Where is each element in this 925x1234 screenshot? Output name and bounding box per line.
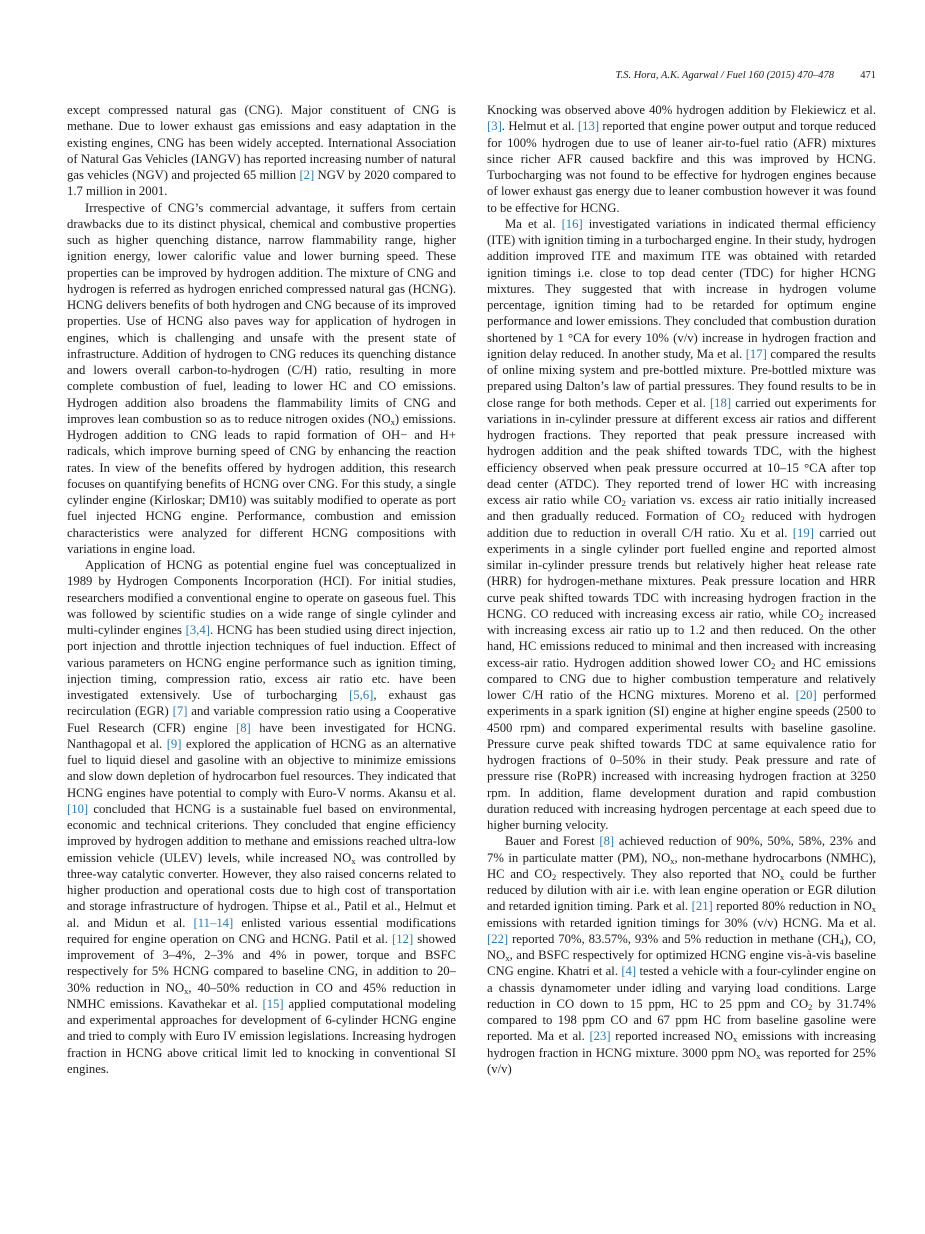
paragraph: Application of HCNG as potential engine fuel was conceptualized in 1989 by Hydrogen Components Incorporation (HCI). For initial studies, researchers modified a conventional engine to operate on gaseous fuel. This was followed by scientific studies on a wide range of single cylinder and multi-cylinder engines [3,4]. HCNG has been studied using direct injection, port injection and throttle injection techniques of fuel induction. Effect of various parameters on HCNG engine performance such as ignition timing, injection timing, compression ratio, excess air ratio etc. have been investigated extensively. Use of turbocharging [5,6], exhaust gas recirculation (EGR) [7] and variable compression ratio using a Cooperative Fuel Research (CFR) engine [8] have been investigated for HCNG. Nanthagopal et al. [9] explored the application of HCNG as an alternative fuel to liquid diesel and gasoline with an objective to minimize emissions and slow down depletion of hydrocarbon fuel resources. They indicated that HCNG engines have potential to comply with Euro-V norms. Akansu et al. [10] concluded that HCNG is a sustainable fuel based on environmental, economic and technical criterions. They concluded that engine efficiency improved by hydrogen addition to methane and emissions reached ultra-low emission vehicle (ULEV) levels, while increased $NO_x$ was controlled by three-way catalytic converter. However, they also raised concerns related to higher production and operational costs due to high cost of transportation and storage infrastructure of hydrogen. Thipse et al., Patil et al., Helmut et al. and Midun et al. [11–14] enlisted various essential modifications required for engine operation on CNG and HCNG. Patil et al. [12] showed improvement of 3–4%, 2–3% and 4% in power, torque and BSFC respectively for 5% HCNG compared to baseline CNG, in addition to 20–30% reduction in $NO_x$, 40–50% reduction in CO and 45% reduction in NMHC emissions. Kavathekar et al. [15] applied computational modeling and experimental approaches for development of 6-cylinder HCNG engine and tried to comply with Euro IV emission legislations. Increasing hydrogen fraction in HCNG above critical limit led to knocking in conventional SI engines.	[67, 558, 457, 1076]
citation-link[interactable]: [12]	[392, 931, 414, 946]
paragraph: Ma et al. [16] investigated variations in indicated thermal efficiency (ITE) with ignition timing in a turbocharged engine. In their study, hydrogen addition improved ITE and maximum ITE was obtained with retarded ignition timings i.e. close to top dead center (TDC) for higher HCNG mixtures. They suggested that with increase in hydrogen volume percentage, ignition timing had to be retarded for optimum engine performance and lower emissions. They concluded that combustion duration shortened by 1 °CA for every 10% (v/v) increase in hydrogen fraction and ignition delay reduced. In another study, Ma et al. [17] compared the results of online mixing system and pre-bottled mixture. Pre-bottled mixture was prepared using Dalton’s law of partial pressures. They found results to be in close range for both methods. Ceper et al. [18] carried out experiments for variations in in-cylinder pressure at different excess air ratios and different hydrogen fractions. They reported that peak pressure increased with hydrogen addition and the peak shifted towards TDC, with the highest efficiency observed when peak pressure occurred at 10–15 °CA after top dead center (ATDC). They reported trend of lower HC with increasing excess air ratio while $CO_2$ variation vs. excess air ratio initially increased and then gradually reduced. Formation of $CO_2$ reduced with hydrogen addition due to reduction in overall C/H ratio. Xu et al. [19] carried out experiments in a single cylinder port fuelled engine and reported almost similar in-cylinder pressure trends but relatively higher heat release rate (HRR) for hydrogen-methane mixtures. Peak pressure location and HRR curve peak shifted towards TDC with increasing hydrogen fraction in the HCNG. CO reduced with increasing excess air ratio, while $CO_2$ increased with increasing excess air ratio up to 1.2 and then reduced. On the other hand, HC emissions reduced to minimal and then increased with increasing excess-air ratio. Hydrogen addition showed lower $CO_2$ and HC emissions compared to CNG due to higher combustion temperature and relatively lower C/H ratio of the HCNG mixtures. Moreno et al. [20] performed experiments in a spark ignition (SI) engine at higher engine speeds (2500 to 4500 rpm) and compared experimental results with baseline gasoline. Pressure curve peak shifted towards TDC at same equivalence ratio for hydrogen fractions of 0–50% in their study. Peak pressure and rate of pressure rise (RoPR) increased with increasing hydrogen fraction at 3250 rpm. In addition, flame development duration and rapid combustion duration reduced with increasing hydrogen percentage at each speed due to higher burning velocity.	[487, 216, 876, 832]
citation-link[interactable]: [8]	[235, 720, 251, 735]
citation-link[interactable]: [17]	[745, 346, 767, 361]
citation-link[interactable]: [7]	[172, 704, 188, 719]
citation-link[interactable]: [13]	[577, 119, 600, 134]
citation-link[interactable]: [21]	[691, 899, 713, 914]
running-head: T.S. Hora, A.K. Agarwal / Fuel 160 (2015) 470–478	[615, 70, 834, 81]
page-number: 471	[860, 70, 876, 81]
citation-link[interactable]: [22]	[487, 931, 509, 946]
citation-link[interactable]: [20]	[795, 688, 817, 702]
citation-link[interactable]: [2]	[299, 168, 315, 182]
paragraph: Irrespective of CNG’s commercial advantage, it suffers from certain drawbacks due to its distinct physical, chemical and combustive properties such as higher quenching distance, narrow flammability range, higher ignition energy, lower calorific value and lower burning speed. These properties can be improved by hydrogen addition. The mixture of CNG and hydrogen is referred as hydrogen enriched compressed natural gas (HCNG). HCNG delivers benefits of both hydrogen and CNG because of its improved properties. Use of HCNG also paves way for application of hydrogen in engines, which is challenging and unsafe with the present state of infrastructure. Addition of hydrogen to CNG reduces its quenching distance and lowers overall carbon-to-hydrogen (C/H) ratio, resulting in more complete combustion of fuel, leading to lower HC and CO emissions. Hydrogen addition also broadens the flammability limits of CNG and improves lean combustion so as to reduce nitrogen oxides $(NO_x)$ emissions. Hydrogen addition to CNG leads to rapid formation of OH− and H+ radicals, which improve burning speed of CNG by enhancing the reaction rates. In view of the benefits offered by hydrogen addition, this research focuses on quantifying benefits of HCNG over CNG. For this study, a single cylinder engine (Kirloskar; DM10) was suitably modified to operate as port fuel injected HCNG engine. Performance, combustion and emission characteristics were analyzed for different HCNG compositions with variations in engine load.	[67, 200, 456, 556]
paragraph: Bauer and Forest [8] achieved reduction of 90%, 50%, 58%, 23% and 7% in particulate matter (PM), $NO_x$, non-methane hydrocarbons (NMHC), HC and $CO_2$ respectively. They also reported that $NO_x$ could be further reduced by dilution with air i.e. with lean engine operation or EGR dilution and retarded ignition timing. Park et al. [21] reported 80% reduction in $NO_x$ emissions with retarded ignition timings for 30% (v/v) HCNG. Ma et al. [22] reported 70%, 83.57%, 93% and 5% reduction in methane $(CH_4)$, CO, $NO_x$, and BSFC respectively for optimized HCNG engine vis-à-vis baseline CNG engine. Khatri et al. [4] tested a vehicle with a four-cylinder engine on a chassis dynamometer under idling and varying load conditions. Large reduction in CO down to 15 ppm, HC to 25 ppm and $CO_2$ by 31.74% compared to 198 ppm CO and 67 ppm HC from baseline gasoline were reported. Ma et al. [23] reported increased $NO_x$ emissions with increasing hydrogen fraction in HCNG mixture. 3000 ppm $NO_x$ was reported for 25% (v/v)	[487, 834, 876, 1076]
citation-link[interactable]: [16]	[561, 216, 583, 231]
citation-link[interactable]: [3,4]	[185, 623, 210, 637]
paragraph: except compressed natural gas (CNG). Major constituent of CNG is methane. Due to lower exhaust gas emissions and easy adaptation in the existing engines, CNG has been widely accepted. International Association of Natural Gas Vehicles (IANGV) has reported increasing number of natural gas vehicles (NGV) and projected 65 million [2] NGV by 2020 compared to 1.7 million in 2001.	[67, 103, 456, 199]
citation-link[interactable]: [3]	[487, 119, 502, 134]
citation-link[interactable]: [11–14]	[193, 915, 234, 930]
citation-link[interactable]: [4]	[621, 964, 637, 979]
citation-link[interactable]: [10]	[67, 801, 89, 816]
citation-link[interactable]: [15]	[262, 996, 284, 1011]
right-column	[487, 102, 876, 1077]
left-column	[67, 102, 456, 1077]
citation-link[interactable]: [8]	[599, 834, 615, 849]
paragraph: Knocking was observed above 40% hydrogen addition by Flekiewicz et al. [3]. Helmut et al. [13] reported that engine power output and torque reduced for 100% hydrogen due to use of leaner air-to-fuel ratio (AFR) mixtures since richer AFR caused backfire and this was improved by HCNG. Turbocharging was not found to be effective for hydrogen engines because of lower exhaust gas energy due to leaner combustion however it was found to be effective for HCNG.	[487, 103, 876, 215]
citation-link[interactable]: [19]	[792, 525, 814, 540]
citation-link[interactable]: [5,6]	[349, 688, 374, 702]
citation-link[interactable]: [18]	[709, 395, 732, 410]
running-header	[67, 70, 876, 86]
citation-link[interactable]: [23]	[589, 1029, 611, 1044]
citation-link[interactable]: [9]	[166, 736, 182, 751]
